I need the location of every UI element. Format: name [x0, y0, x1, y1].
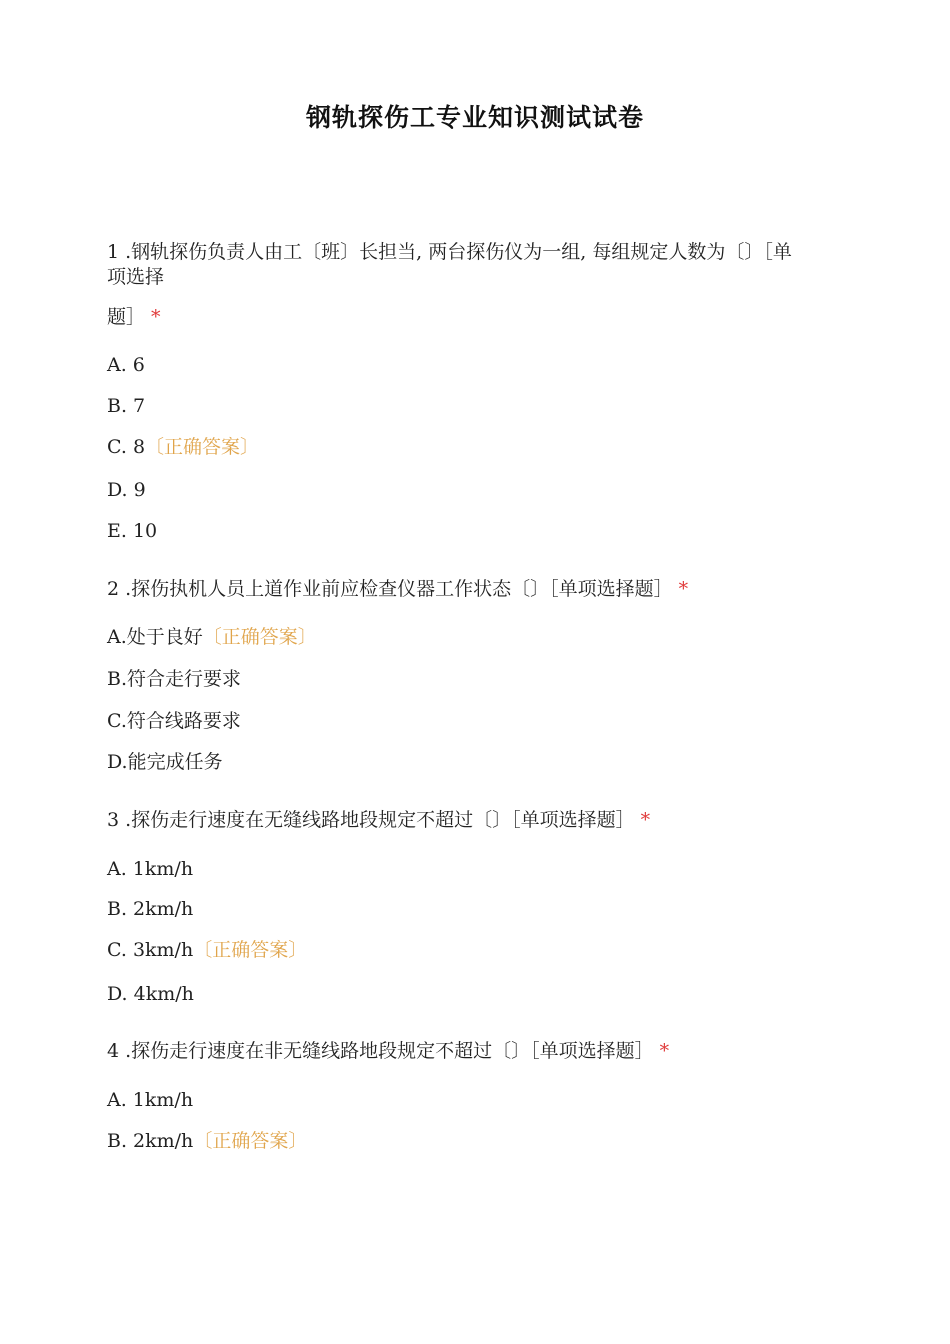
question-1-stem-line1: 1 .钢轨探伤负责人由工〔班〕长担当, 两台探伤仪为一组, 每组规定人数为〔〕［单 — [107, 241, 792, 263]
question-2-stem: 2 .探伤执机人员上道作业前应检查仪器工作状态〔〕［单项选择题］ * — [107, 578, 689, 600]
question-2-option-b: B.符合走行要求 — [107, 668, 242, 690]
question-3-option-a: A. 1km/h — [107, 858, 194, 880]
question-3-stem: 3 .探伤走行速度在无缝线路地段规定不超过〔〕［单项选择题］ * — [107, 809, 651, 831]
question-3-option-c: C. 3km/h〔正确答案〕 — [107, 939, 308, 961]
question-1-stem-line2: 项选择 — [107, 266, 165, 288]
question-4-option-a: A. 1km/h — [107, 1089, 194, 1111]
correct-answer-tag: 〔正确答案〕 — [145, 436, 260, 458]
required-mark: * — [659, 1040, 670, 1062]
question-2-option-c: C.符合线路要求 — [107, 710, 241, 732]
question-3-option-b: B. 2km/h — [107, 898, 194, 920]
question-1-stem-line3: 题］ * — [107, 306, 161, 328]
question-3-option-d: D. 4km/h — [107, 983, 194, 1005]
question-2-option-a: A.处于良好〔正确答案〕 — [107, 626, 317, 648]
question-2-option-d: D.能完成任务 — [107, 751, 223, 773]
question-1-option-e: E. 10 — [107, 520, 158, 542]
question-4-stem: 4 .探伤走行速度在非无缝线路地段规定不超过〔〕［单项选择题］ * — [107, 1040, 670, 1062]
page-title: 钢轨探伤工专业知识测试试卷 — [305, 103, 644, 132]
required-mark: * — [640, 809, 651, 831]
correct-answer-tag: 〔正确答案〕 — [193, 1130, 308, 1152]
question-1-option-c: C. 8〔正确答案〕 — [107, 436, 260, 458]
question-1-option-a: A. 6 — [107, 354, 145, 376]
required-mark: * — [678, 578, 689, 600]
required-mark: * — [151, 306, 161, 328]
correct-answer-tag: 〔正确答案〕 — [202, 626, 317, 648]
question-1-option-b: B. 7 — [107, 395, 146, 417]
question-1-option-d: D. 9 — [107, 479, 146, 501]
question-4-option-b: B. 2km/h〔正确答案〕 — [107, 1130, 308, 1152]
correct-answer-tag: 〔正确答案〕 — [193, 939, 308, 961]
